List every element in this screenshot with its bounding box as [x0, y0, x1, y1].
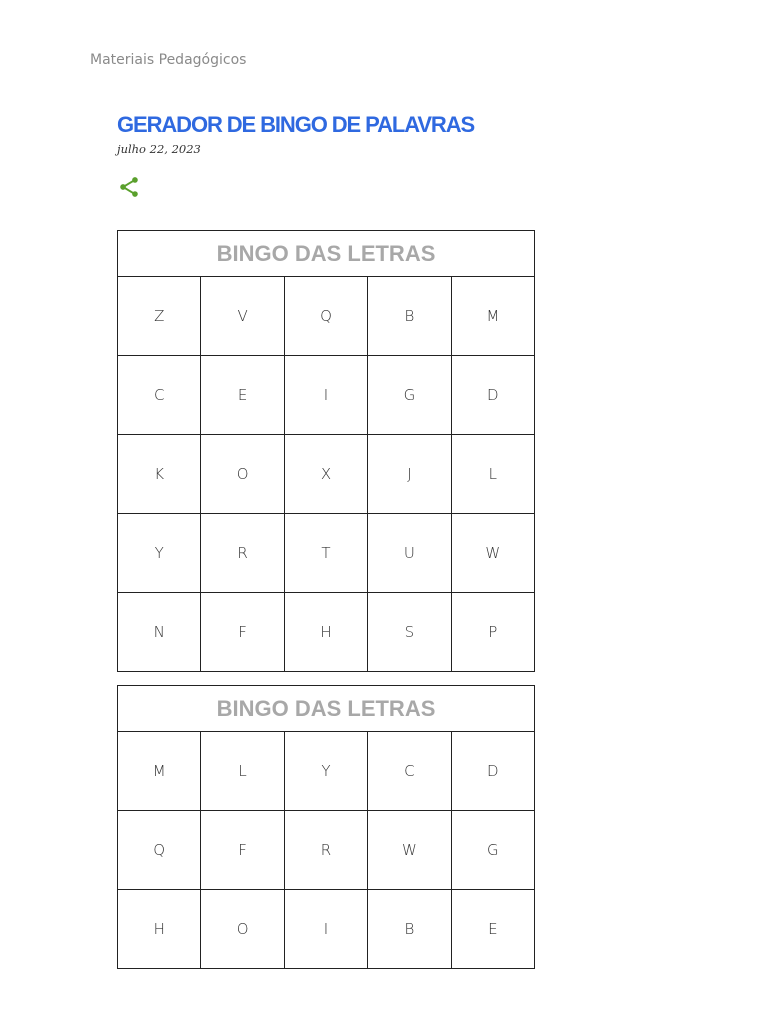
- bingo-cell: Y: [285, 732, 368, 810]
- bingo-cell: C: [118, 356, 201, 434]
- bingo-row: [118, 593, 534, 671]
- bingo-cell: E: [201, 356, 284, 434]
- bingo-row: [118, 435, 534, 514]
- bingo-cell: L: [488, 465, 497, 483]
- bingo-row: [118, 811, 534, 890]
- bingo-cell: X: [285, 435, 368, 513]
- bingo-cell: Q: [285, 277, 368, 355]
- bingo-card: [117, 230, 535, 672]
- bingo-card-title: BINGO DAS LETRAS: [118, 686, 534, 732]
- bingo-card: [117, 685, 535, 969]
- bingo-cell: G: [368, 356, 451, 434]
- bingo-cell: Y: [118, 514, 201, 592]
- bingo-cell: J: [368, 435, 451, 513]
- bingo-cell: H: [285, 593, 368, 671]
- bingo-cell: N: [118, 593, 201, 671]
- bingo-cell: F: [201, 593, 284, 671]
- bingo-row: [118, 890, 534, 968]
- bingo-cell: V: [201, 277, 284, 355]
- bingo-cell: R: [201, 514, 284, 592]
- post-title[interactable]: GERADOR DE BINGO DE PALAVRAS: [117, 112, 475, 137]
- bingo-cell: D: [487, 762, 499, 780]
- share-button[interactable]: [116, 174, 142, 200]
- bingo-cell: M: [118, 732, 201, 810]
- bingo-row: [118, 514, 534, 593]
- bingo-row: [118, 732, 534, 811]
- bingo-cell: O: [201, 435, 284, 513]
- bingo-cell: W: [368, 811, 451, 889]
- bingo-cell: K: [118, 435, 201, 513]
- bingo-cell: H: [118, 890, 201, 968]
- bingo-cell: M: [486, 307, 500, 325]
- bingo-cell: W: [485, 544, 501, 562]
- bingo-row: [118, 356, 534, 435]
- bingo-cell: I: [285, 890, 368, 968]
- bingo-cell: C: [368, 732, 451, 810]
- bingo-card-title: BINGO DAS LETRAS: [118, 231, 534, 277]
- site-name-link[interactable]: Materiais Pedagógicos: [90, 52, 247, 68]
- bingo-cell: B: [368, 890, 451, 968]
- bingo-cell: T: [285, 514, 368, 592]
- bingo-cell: Q: [118, 811, 201, 889]
- bingo-cell: O: [201, 890, 284, 968]
- bingo-cell: B: [368, 277, 451, 355]
- bingo-cell: I: [285, 356, 368, 434]
- bingo-cell: L: [201, 732, 284, 810]
- share-icon: [116, 174, 142, 200]
- bingo-cell: S: [368, 593, 451, 671]
- post-date: julho 22, 2023: [117, 142, 201, 156]
- bingo-cell: G: [487, 841, 499, 859]
- bingo-cell: R: [285, 811, 368, 889]
- bingo-cell: D: [487, 386, 499, 404]
- bingo-cell: E: [488, 920, 498, 938]
- bingo-cell: U: [368, 514, 451, 592]
- bingo-cell: F: [201, 811, 284, 889]
- bingo-row: [118, 277, 534, 356]
- bingo-cell: Z: [118, 277, 201, 355]
- bingo-cell: P: [488, 623, 498, 641]
